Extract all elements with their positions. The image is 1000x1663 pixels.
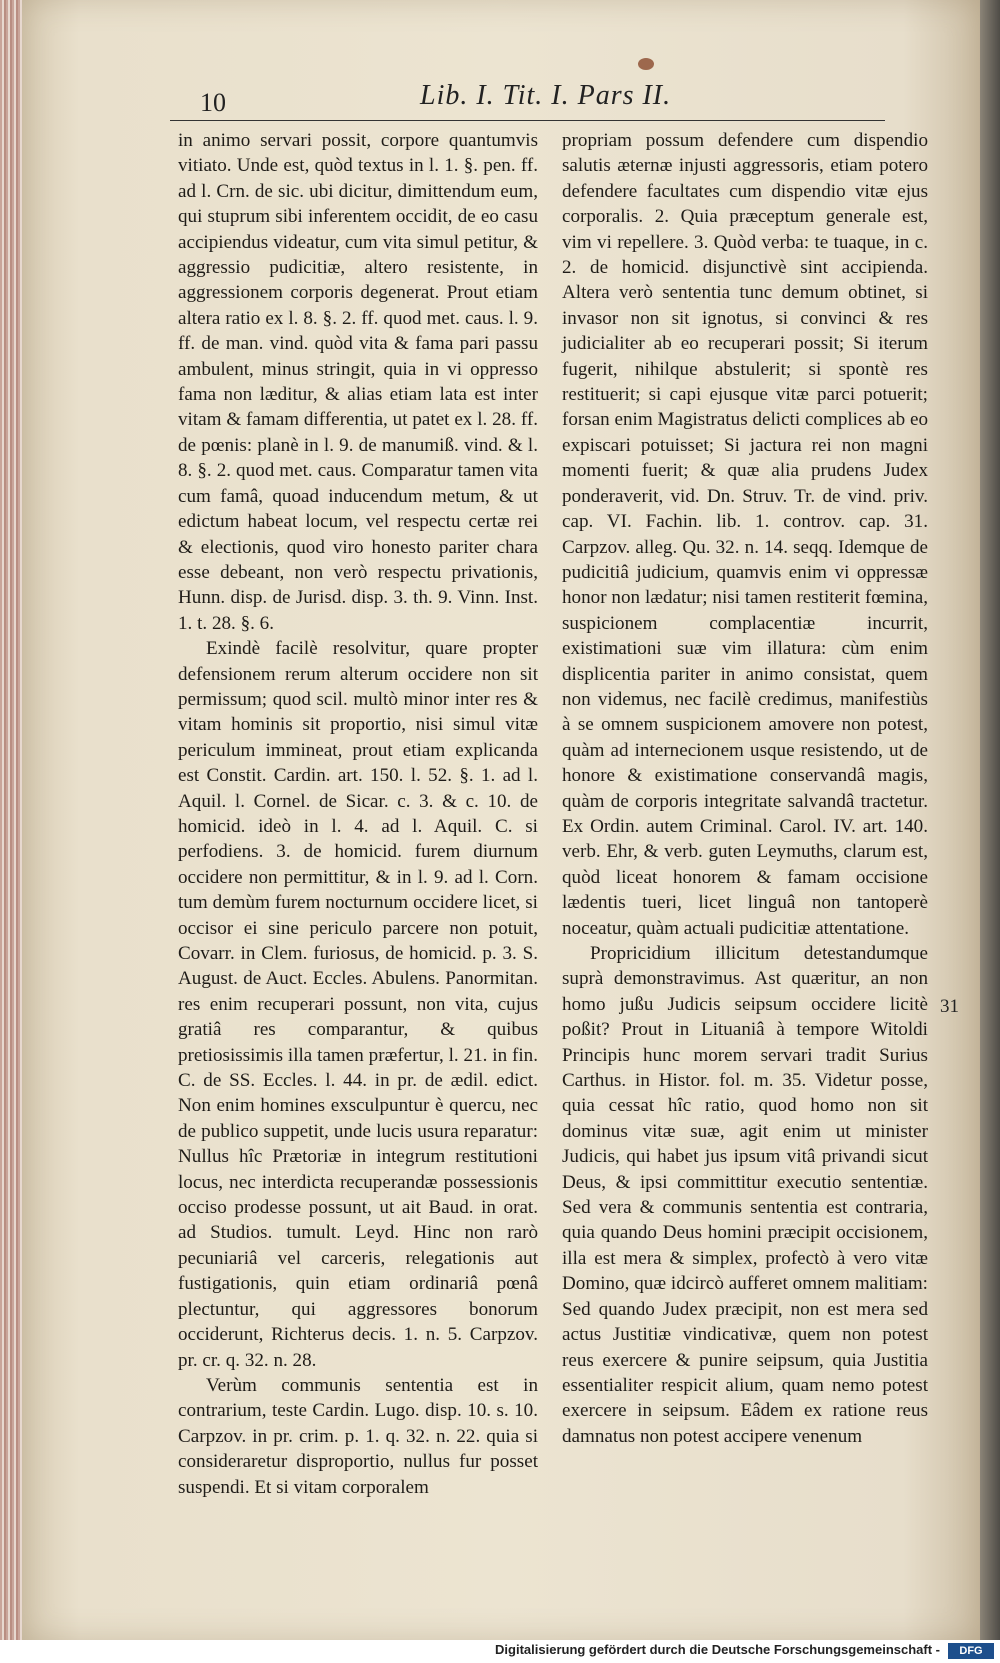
right-paragraph-2: Propricidium illicitum detestandumque suprà demonstravimus. Ast quæritur, an non homo jußu Judicis seipsum occidere licitè poßit? Prout in Lituaniâ à tempore Witoldi Principis hunc morem servari tradit Surius Carthus. in Histor. fol. m. 35. Videtur posse, quia cessat hîc ratio, quod homo non sit dominus vitæ suæ, agit enim ut minister Judicis, qui habet jus ipsum vitâ privandi sicut Deus, & ipsi committitur executio sententiæ. Sed vera & communis sententia est contraria, quia quando Deus homini præcipit occisionem, illa est mera & simplex, profectò à vero vitæ Domino, quæ idcircò aufferet omnem malitiam: Sed quando Judex præcipit, non est mera sed actus Justitiæ vindicativæ, quem non potest reus exercere & punire seipsum, quia Justitia essentialiter respicit alium, quam nemo potest exercere in seipsum. Eâdem ex ratione reus damnatus non potest accipere venenum — [562, 943, 928, 1447]
footer-bar — [0, 1640, 1000, 1663]
page-header — [170, 76, 885, 121]
running-title: Lib. I. Tit. I. Pars II. — [420, 80, 672, 111]
left-paragraph-1: in animo servari possit, corpore quantumvis vitiato. Unde est, quòd textus in l. 1. §. pen. ff. ad l. Crn. de sic. ubi dicitur, dimittendum eum, qui stuprum sibi inferentem occidit, de eo casu accipiendus videatur, cum vita simul petitur, & aggressio pudicitiæ, altero resistente, in aggressionem corporis degenerat. Prout etiam altera ratio ex l. 8. §. 2. ff. quod met. caus. l. 9. ff. de man. vind. quòd vita & fama pari passu ambulent, minus stringit, quia in vi oppresso fama non læditur, & alias etiam lata est inter vitam & famam differentia, ut patet ex l. 28. ff. de pœnis: planè in l. 9. de manumiß. vind. & l. 8. §. 2. quod met. caus. Comparatur tamen vita cum famâ, quoad inducendum metum, & ut edictum habeat locum, vel respectu certæ rei & electionis, quod viro honesto pariter chara esse debeant, non verò respectu privationis, Hunn. disp. de Jurisd. disp. 3. th. 9. Vinn. Inst. 1. t. 28. §. 6. — [178, 130, 538, 634]
footer-credit: Digitalisierung gefördert durch die Deutsche Forschungsgemeinschaft - — [495, 1642, 940, 1657]
left-paragraph-2: Exindè facilè resolvitur, quare propter defensionem rerum alterum occidere non sit permissum; quod scil. multò minor inter res & vitam hominis sit proportio, nisi simul vitæ periculum immineat, prout etiam explicanda est Constit. Cardin. art. 150. l. 52. §. 1. ad l. Aquil. l. Cornel. de Sicar. c. 3. & c. 10. de homicid. ideò in l. 4. ad l. Aquil. C. si perfodiens. 3. de homicid. furem diurnum occidere non permittitur, & in l. 9. ad l. Corn. tum demùm furem nocturnum occidere licet, si occisor ei sine periculo parcere non potuit, Covarr. in Clem. furiosus, de homicid. p. 3. S. August. de Auct. Eccles. Abulens. Panormitan. res enim recuperari possunt, non vita, cujus gratiâ res comparantur, & quibus pretiosissimis illa tamen præfertur, l. 21. in fin. C. de SS. Eccles. l. 44. in pr. de ædil. edict. Non enim homines exsculpuntur è quercu, nec de publico suppetit, unde lucis usura reparatur: Nullus hîc Prætoriæ in integrum restitutioni locus, nec interdicta recuperandæ possessionis occiso prodesse possunt, ut ait Baud. in orat. ad Studios. tumult. Leyd. Hinc non rarò pecuniariâ vel carceris, relegationis aut fustigationis, quin etiam ordinariâ pœnâ plectuntur, qui aggressores bonorum occiderunt, Richterus decis. 1. n. 5. Carpzov. pr. cr. q. 32. n. 28. — [178, 638, 538, 1371]
right-paragraph-1: propriam possum defendere cum dispendio salutis æternæ injusti aggressoris, etiam potero defendere facultates cum dispendio vitæ ejus corporalis. 2. Quia præceptum generale est, vim vi repellere. 3. Quòd verba: te tuaque, in c. 2. de homicid. disjunctivè sint accipienda. Altera verò sententia tunc demum obtinet, si invasor non sit ignotus, si convinci & res judicialiter ab eo recuperari possit; Si iterum fugerit, nihilque abstulerit; si spontè res restituerit; si capi ejusque vitæ parci potuerit; forsan enim Magistratus delicti complices ab eo expiscari potuisset; Si jactura rei non magni momenti fuerit; & quæ alia prudens Judex ponderaverit, vid. Dn. Struv. Tr. de vind. priv. cap. VI. Fachin. lib. 1. controv. cap. 31. Carpzov. alleg. Qu. 32. n. 14. seqq. Idemque de pudicitiâ judicium, quamvis enim vi oppressæ honor non lædatur; nisi tamen restiterit fœmina, suspicionem complacentiæ incurrit, existimationi suæ vim illatura: cùm enim displicentia pariter in animo consistat, quem non videmus, nec facilè credimus, manifestiùs à se omnem suspicionem amovere non potest, quàm ad internecionem usque resistendo, ut de honore & existimatione conservandâ magis, quàm de corporis integritate salvandâ tractetur. Ex Ordin. autem Criminal. Carol. IV. art. 140. verb. Ehr, & verb. guten Leymuths, clarum est, quòd liceat honorem & famam occisione lædentis tueri, licet linguâ non tantoperè noceatur, quàm actuali pudicitiæ attentatione. — [562, 130, 928, 939]
left-paragraph-3: Verùm communis sententia est in contrarium, teste Cardin. Lugo. disp. 10. s. 10. Carpzov. in pr. crim. p. 1. q. 32. n. 22. quia si consideraretur disproportio, nullus fur posset suspendi. Et si vitam corporalem — [178, 1374, 538, 1498]
ink-stain — [638, 58, 654, 70]
page-number: 10 — [200, 88, 226, 117]
right-column — [562, 128, 928, 1449]
book-edge-left — [0, 0, 22, 1640]
left-column — [178, 128, 538, 1500]
book-edge-right — [980, 0, 1000, 1640]
marginal-number: 31 — [940, 996, 959, 1017]
dfg-logo: DFG — [948, 1643, 994, 1659]
